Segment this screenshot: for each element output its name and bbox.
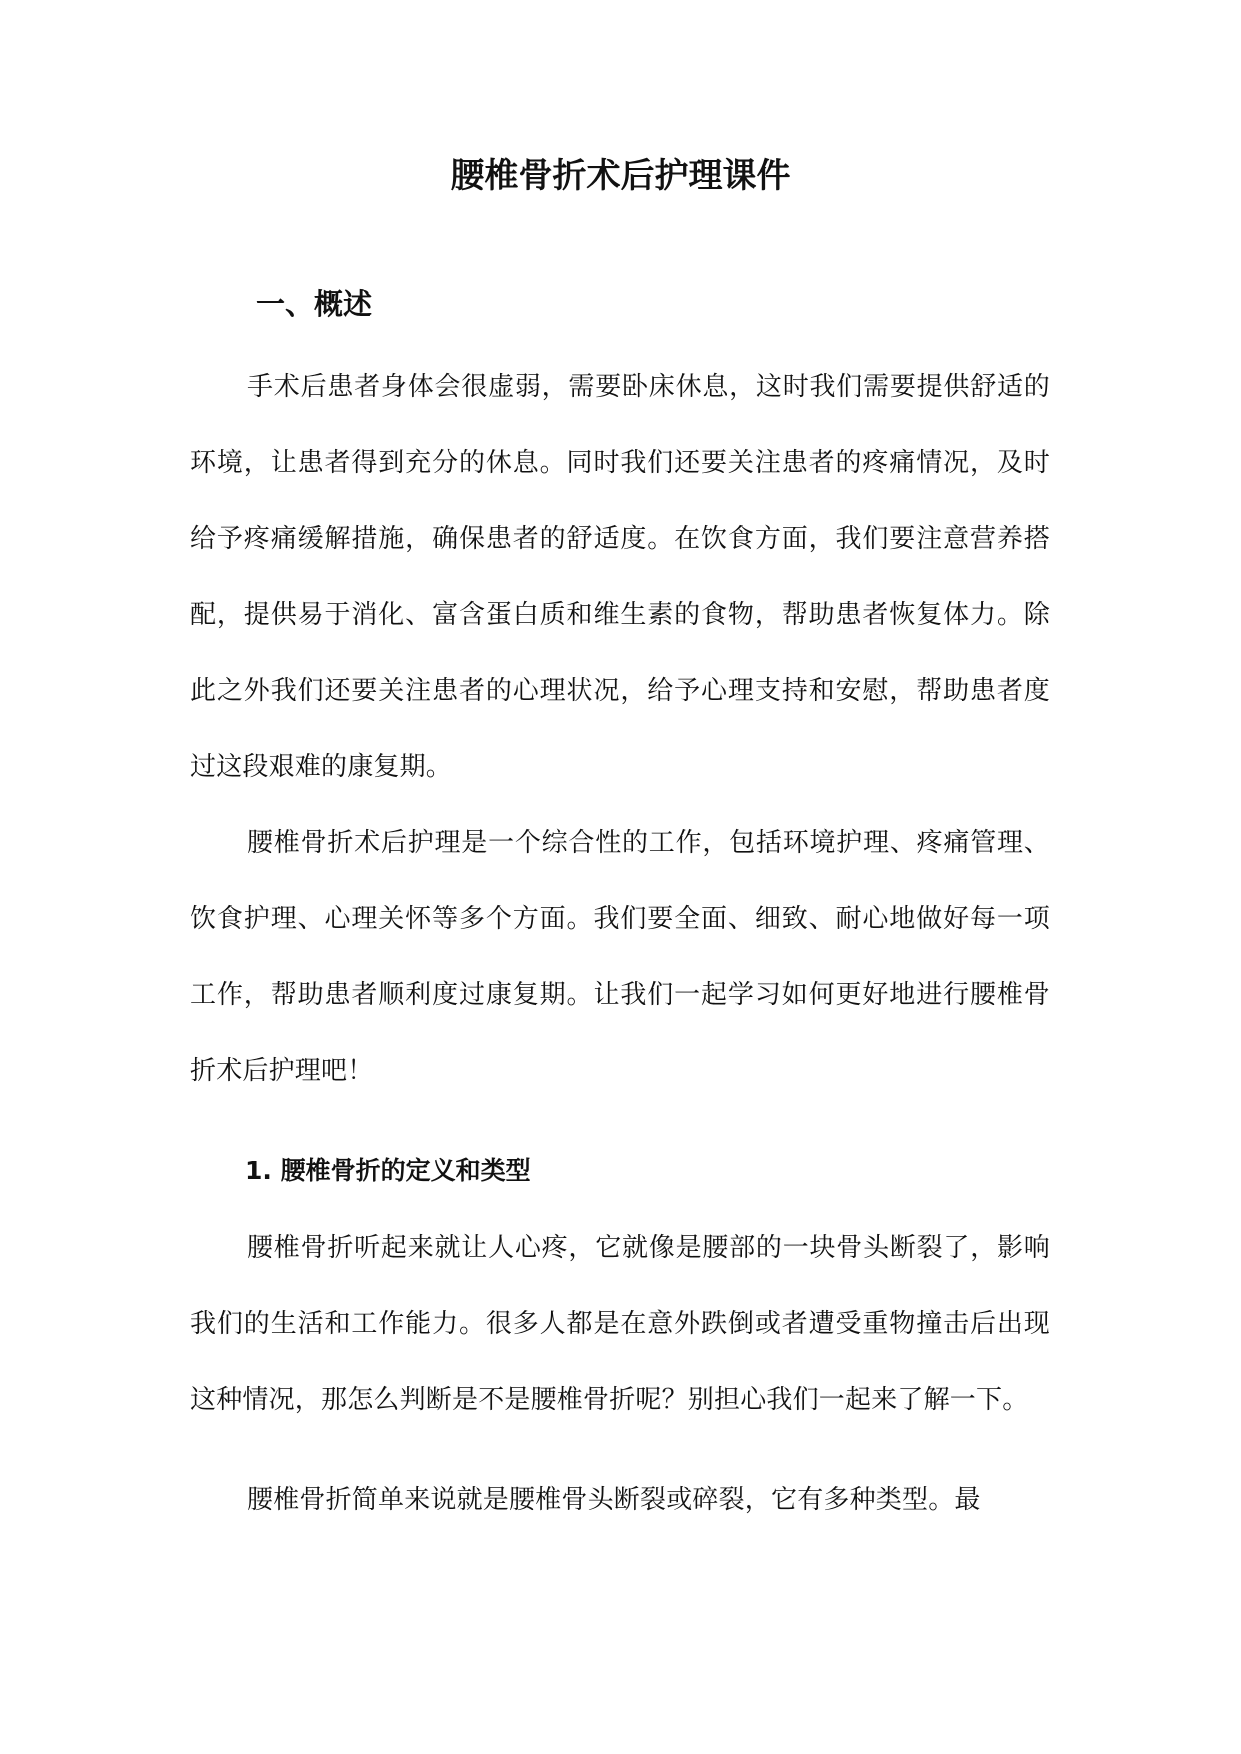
section-heading-definition: 1. 腰椎骨折的定义和类型 [245,1156,531,1185]
paragraph-overview-2: 腰椎骨折术后护理是一个综合性的工作，包括环境护理、疼痛管理、饮食护理、心理关怀等多个方面。我们要全面、细致、耐心地做好每一项工作，帮助患者顺利度过康复期。让我们一起学习如何更好地进行腰椎骨折术后护理吧！ [190,828,1050,1086]
paragraph-definition-1: 腰椎骨折听起来就让人心疼，它就像是腰部的一块骨头断裂了，影响我们的生活和工作能力。很多人都是在意外跌倒或者遭受重物撞击后出现这种情况，那怎么判断是不是腰椎骨折呢？别担心我们一起来了解一下。 [190,1233,1050,1415]
paragraph-definition-2: 腰椎骨折简单来说就是腰椎骨头断裂或碎裂，它有多种类型。最 [247,1485,981,1515]
paragraph-overview-1: 手术后患者身体会很虚弱，需要卧床休息，这时我们需要提供舒适的环境，让患者得到充分的休息。同时我们还要关注患者的疼痛情况，及时给予疼痛缓解措施，确保患者的舒适度。在饮食方面，我们要注意营养搭配，提供易于消化、富含蛋白质和维生素的食物，帮助患者恢复体力。除此之外我们还要关注患者的心理状况，给予心理支持和安慰，帮助患者度过这段艰难的康复期。 [190,372,1050,782]
document-title: 腰椎骨折术后护理课件 [450,156,791,196]
section-heading-overview: 一、概述 [256,287,373,321]
